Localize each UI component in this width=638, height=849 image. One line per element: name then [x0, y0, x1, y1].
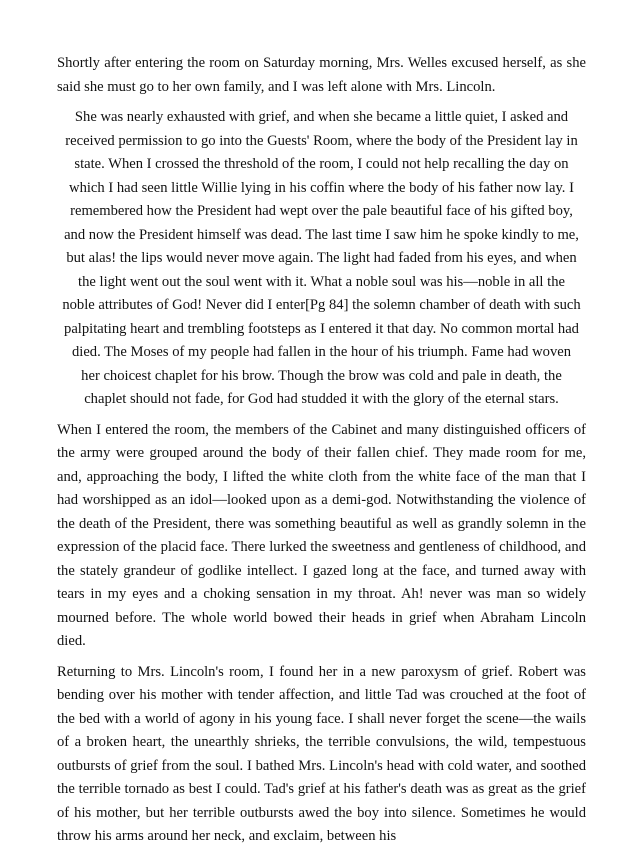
paragraph-2-line: which I had seen little Willie lying in his coffin where the body of his father now lay. I: [69, 179, 574, 196]
paragraph-1: Shortly after entering the room on Saturday morning, Mrs. Welles excused herself, as she said she must go to her own family, and I was left alone with Mrs. Lincoln.: [57, 55, 586, 95]
paragraph-2-centered: [57, 106, 586, 412]
paragraph-2-line: but alas! the lips would never move again. The light had faded from his eyes, and when: [66, 250, 577, 266]
paragraph-2-line: her choicest chaplet for his brow. Though the brow was cold and pale in death, the: [81, 367, 562, 384]
paragraph-2-line: state. When I crossed the threshold of the room, I could not help recalling the day on: [74, 156, 569, 172]
paragraph-2-line: and now the President himself was dead. The last time I saw him he spoke kindly to me,: [64, 226, 579, 243]
paragraph-2-line: received permission to go into the Guests' Room, where the body of the President lay in: [65, 132, 578, 149]
paragraph-3: When I entered the room, the members of the Cabinet and many distinguished officers of the army were grouped around the body of their fallen chief. They made room for me, and, approaching the body, I lifted the white cloth from the white face of the man that I had worshipped as an idol—looked upon as a demi-god. Notwithstanding the violence of the death of the President, there was something beautiful as well as grandly solemn in the expression of the placid face. There lurked the sweetness and gentleness of childhood, and the stately grandeur of godlike intellect. I gazed long at the face, and turned away with tears in my eyes and a choking sensation in my throat. Ah! never was man so widely mourned before. The whole world bowed their heads in grief when Abraham Lincoln died.: [57, 421, 586, 649]
paragraph-2-line: palpitating heart and trembling footsteps as I entered it that day. No common mortal had: [64, 320, 579, 337]
paragraph-4: Returning to Mrs. Lincoln's room, I found her in a new paroxysm of grief. Robert was bending over his mother with tender affection, and little Tad was crouched at the foot of the bed with a world of agony in his young face. I shall never forget the scene—the wails of a broken heart, the unearthly shrieks, the terrible convulsions, the wild, tempestuous outbursts of grief from the soul. I bathed Mrs. Lincoln's head with cold water, and soothed the terrible tornado as best I could. Tad's grief at his father's death was as great as the grief of his mother, but her terrible outbursts awed the boy into silence. Sometimes he would throw his arms around her neck, and exclaim, between his: [57, 663, 586, 844]
paragraph-2-line: the light went out the soul went with it. What a noble soul was his—noble in all the: [78, 273, 565, 290]
paragraph-2-line: chaplet should not fade, for God had studded it with the glory of the eternal stars.: [84, 391, 559, 407]
paragraph-2-line: She was nearly exhausted with grief, and when she became a little quiet, I asked and: [74, 109, 569, 125]
paragraph-2-line: noble attributes of God! Never did I enter[Pg 84] the solemn chamber of death with such: [62, 297, 581, 313]
paragraph-2-line: remembered how the President had wept over the pale beautiful face of his gifted boy,: [70, 203, 573, 219]
paragraph-2-line: died. The Moses of my people had fallen in the hour of his triumph. Fame had woven: [71, 344, 572, 360]
